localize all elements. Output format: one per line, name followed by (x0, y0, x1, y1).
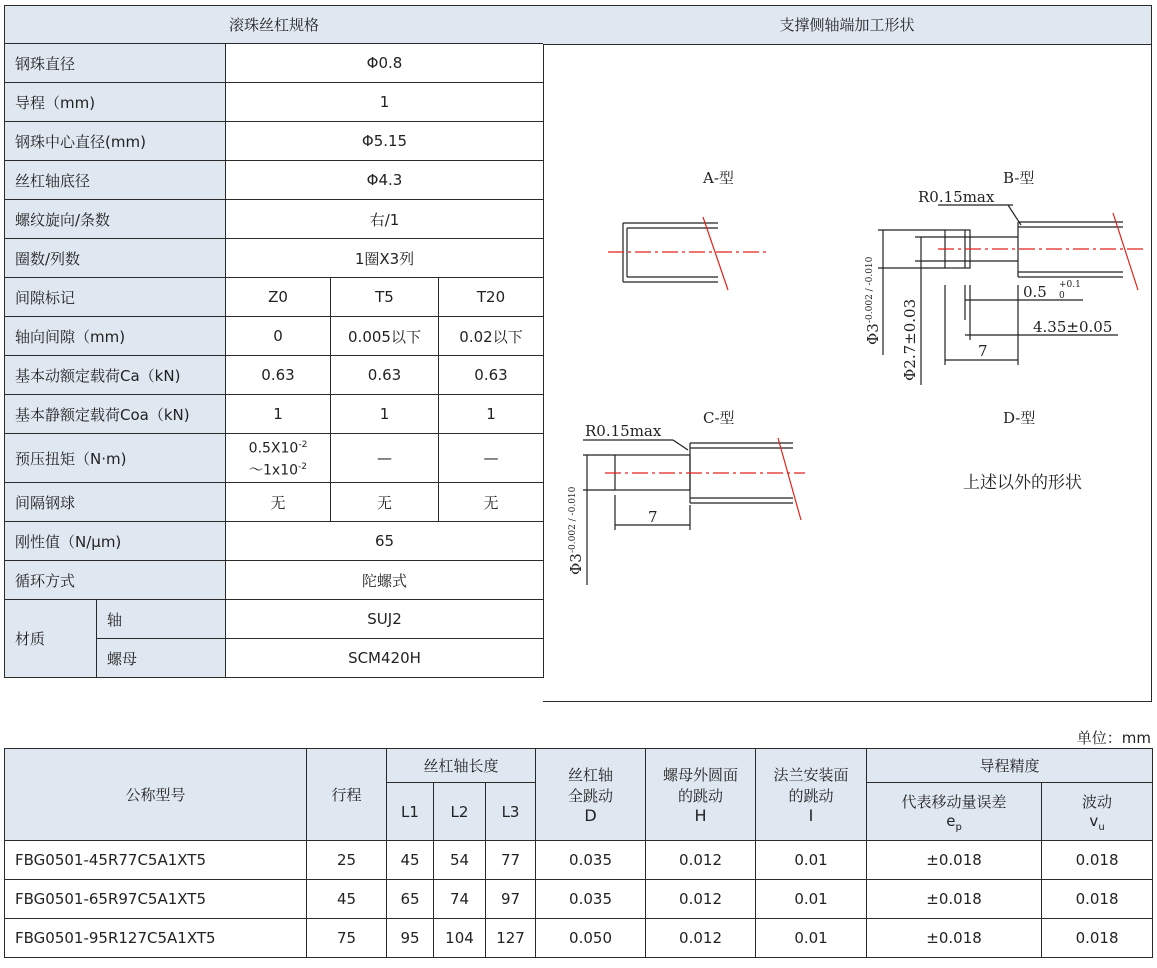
spec-table-title: 滚珠丝杠规格 (5, 6, 544, 44)
preload-line2: ～1x10 (249, 462, 299, 479)
l1-cell: 65 (387, 880, 434, 919)
i-cell: 0.01 (756, 919, 867, 958)
row-label: 钢珠中心直径(mm) (5, 122, 226, 161)
model-cell: FBG0501-65R97C5A1XT5 (5, 880, 307, 919)
spec-row (5, 317, 544, 356)
row-label: 预压扭矩（N·m) (5, 434, 226, 483)
col-stroke: 行程 (307, 749, 387, 841)
vu-cell: 0.018 (1042, 841, 1153, 880)
b-dia-27-group (901, 299, 919, 381)
runout-i-sym: I (808, 806, 814, 825)
spec-row (5, 561, 544, 600)
h-cell: 0.012 (646, 919, 756, 958)
l3-cell: 77 (486, 841, 536, 880)
code-t5: T5 (331, 278, 439, 317)
table-row (5, 880, 1153, 919)
ep-sym: e (946, 811, 956, 830)
col-runout-i (756, 749, 867, 841)
shaft-label: 轴 (97, 600, 226, 639)
row-value: Φ4.3 (226, 161, 544, 200)
spec-row (5, 83, 544, 122)
ep-cell: ±0.018 (867, 841, 1042, 880)
l2-cell: 54 (434, 841, 486, 880)
b-dia-3-tol: -0.002 / -0.010 (865, 256, 875, 323)
row-label: 基本动额定载荷Ca（kN) (5, 356, 226, 395)
row-value: Φ0.8 (226, 44, 544, 83)
i-cell: 0.01 (756, 880, 867, 919)
runout-d-line1: 丝杠轴 (568, 766, 614, 784)
b-dia-27: Φ2.7±0.03 (901, 298, 919, 381)
col-model: 公称型号 (5, 749, 307, 841)
l2-cell: 104 (434, 919, 486, 958)
row-value: 1圈X3列 (226, 239, 544, 278)
col-runout-h (646, 749, 756, 841)
drawing-title: 支撑侧轴端加工形状 (543, 6, 1151, 45)
row-label: 轴向间隙（mm) (5, 317, 226, 356)
type-c-shaft (583, 440, 793, 585)
c-radius-label: R0.15max (585, 422, 662, 440)
row-value: 右/1 (226, 200, 544, 239)
b-dim-435: 4.35±0.05 (1033, 318, 1113, 336)
code-t20: T20 (439, 278, 544, 317)
c-dia-3-tol: -0.002 / -0.010 (568, 486, 578, 553)
spec-row (5, 122, 544, 161)
runout-i-line2: 的跳动 (788, 787, 834, 805)
col-l3: L3 (486, 783, 536, 841)
col-length-group: 丝杠轴长度 (387, 749, 536, 783)
b-dim-05-tol-up: +0.1 (1059, 280, 1081, 290)
preload-exp2: -2 (298, 462, 307, 472)
l3-cell: 127 (486, 919, 536, 958)
runout-i-line1: 法兰安装面 (773, 766, 849, 784)
row-label: 钢珠直径 (5, 44, 226, 83)
row-label: 丝杠轴底径 (5, 161, 226, 200)
preload-exp1: -2 (298, 440, 308, 451)
row-label: 间隔钢球 (5, 483, 226, 522)
table-row (5, 919, 1153, 958)
model-cell: FBG0501-95R127C5A1XT5 (5, 919, 307, 958)
type-b-label: B-型 (1003, 169, 1035, 187)
type-a-label: A-型 (703, 169, 734, 187)
cell-value: 1 (439, 395, 544, 434)
cell-value: 0 (226, 317, 331, 356)
row-label: 螺纹旋向/条数 (5, 200, 226, 239)
spec-row (5, 483, 544, 522)
preload-t5: — (331, 434, 439, 483)
ep-cell: ±0.018 (867, 919, 1042, 958)
table-row (5, 841, 1153, 880)
cell-value: 0.63 (331, 356, 439, 395)
spec-row (5, 44, 544, 83)
nut-label: 螺母 (97, 639, 226, 678)
col-l1: L1 (387, 783, 434, 841)
d-cell: 0.035 (536, 841, 646, 880)
nut-material: SCM420H (226, 639, 544, 678)
shaft-material: SUJ2 (226, 600, 544, 639)
cell-value: 无 (439, 483, 544, 522)
unit-label: 单位：mm (1076, 729, 1151, 747)
c-dia-3-group (567, 486, 585, 575)
col-vu (1042, 783, 1153, 841)
stroke-cell: 25 (307, 841, 387, 880)
spec-table (4, 5, 544, 678)
model-table (4, 748, 1153, 958)
row-label: 循环方式 (5, 561, 226, 600)
l1-cell: 95 (387, 919, 434, 958)
row-value: 1 (226, 83, 544, 122)
l2-cell: 74 (434, 880, 486, 919)
vu-sym: v (1089, 811, 1099, 830)
row-label: 圈数/列数 (5, 239, 226, 278)
code-z0: Z0 (226, 278, 331, 317)
stroke-cell: 45 (307, 880, 387, 919)
b-dim-05: 0.5 (1023, 283, 1047, 301)
vu-label: 波动 (1082, 792, 1113, 811)
cell-value: 无 (331, 483, 439, 522)
row-value: 陀螺式 (226, 561, 544, 600)
spec-row (5, 522, 544, 561)
shaft-end-drawing (543, 45, 1152, 702)
cell-value: 0.005以下 (331, 317, 439, 356)
shaft-end-drawing-panel (543, 5, 1152, 702)
cell-value: 无 (226, 483, 331, 522)
b-dia-3: Φ3 (864, 323, 882, 345)
row-value: Φ5.15 (226, 122, 544, 161)
l3-cell: 97 (486, 880, 536, 919)
d-cell: 0.050 (536, 919, 646, 958)
type-d-label: D-型 (1003, 409, 1036, 427)
runout-h-sym: H (694, 806, 707, 825)
preload-z0 (226, 434, 331, 483)
row-label: 导程（mm) (5, 83, 226, 122)
vu-cell: 0.018 (1042, 880, 1153, 919)
spec-row (5, 356, 544, 395)
b-dim-05-tol-low: 0 (1059, 291, 1065, 301)
preload-line1: 0.5X10 (248, 441, 299, 457)
material-label: 材质 (5, 600, 97, 678)
cell-value: 1 (226, 395, 331, 434)
c-dia-3: Φ3 (567, 553, 585, 575)
spec-row (5, 161, 544, 200)
cell-value: 0.63 (226, 356, 331, 395)
cell-value: 1 (331, 395, 439, 434)
spec-row (5, 395, 544, 434)
spec-row (5, 200, 544, 239)
clearance-label: 间隙标记 (5, 278, 226, 317)
spec-row (5, 239, 544, 278)
d-cell: 0.035 (536, 880, 646, 919)
cell-value: 0.02以下 (439, 317, 544, 356)
model-cell: FBG0501-45R77C5A1XT5 (5, 841, 307, 880)
col-lead-accuracy: 导程精度 (867, 749, 1153, 783)
spec-row (5, 278, 544, 317)
ep-sub: p (955, 821, 962, 833)
cell-value: 0.63 (439, 356, 544, 395)
runout-h-line1: 螺母外圆面 (663, 766, 739, 784)
c-dim-7: 7 (648, 508, 658, 526)
col-runout-d (536, 749, 646, 841)
runout-d-line2: 全跳动 (568, 787, 614, 805)
col-l2: L2 (434, 783, 486, 841)
b-radius-label: R0.15max (918, 188, 995, 206)
spec-row (5, 434, 544, 483)
ep-label: 代表移动量误差 (901, 792, 1007, 811)
vu-cell: 0.018 (1042, 919, 1153, 958)
runout-d-sym: D (584, 806, 597, 825)
row-value: 65 (226, 522, 544, 561)
vu-sub: u (1098, 821, 1105, 833)
b-dim-7: 7 (978, 342, 988, 360)
preload-t20: — (439, 434, 544, 483)
i-cell: 0.01 (756, 841, 867, 880)
type-c-label: C-型 (703, 409, 735, 427)
row-label: 基本静额定载荷Coa（kN) (5, 395, 226, 434)
b-dia-3-group (864, 256, 882, 345)
l1-cell: 45 (387, 841, 434, 880)
runout-h-line2: 的跳动 (678, 787, 724, 805)
row-label: 刚性值（N/μm) (5, 522, 226, 561)
type-d-text: 上述以外的形状 (963, 473, 1082, 493)
spec-row (5, 600, 544, 639)
stroke-cell: 75 (307, 919, 387, 958)
h-cell: 0.012 (646, 841, 756, 880)
ep-cell: ±0.018 (867, 880, 1042, 919)
col-ep (867, 783, 1042, 841)
h-cell: 0.012 (646, 880, 756, 919)
